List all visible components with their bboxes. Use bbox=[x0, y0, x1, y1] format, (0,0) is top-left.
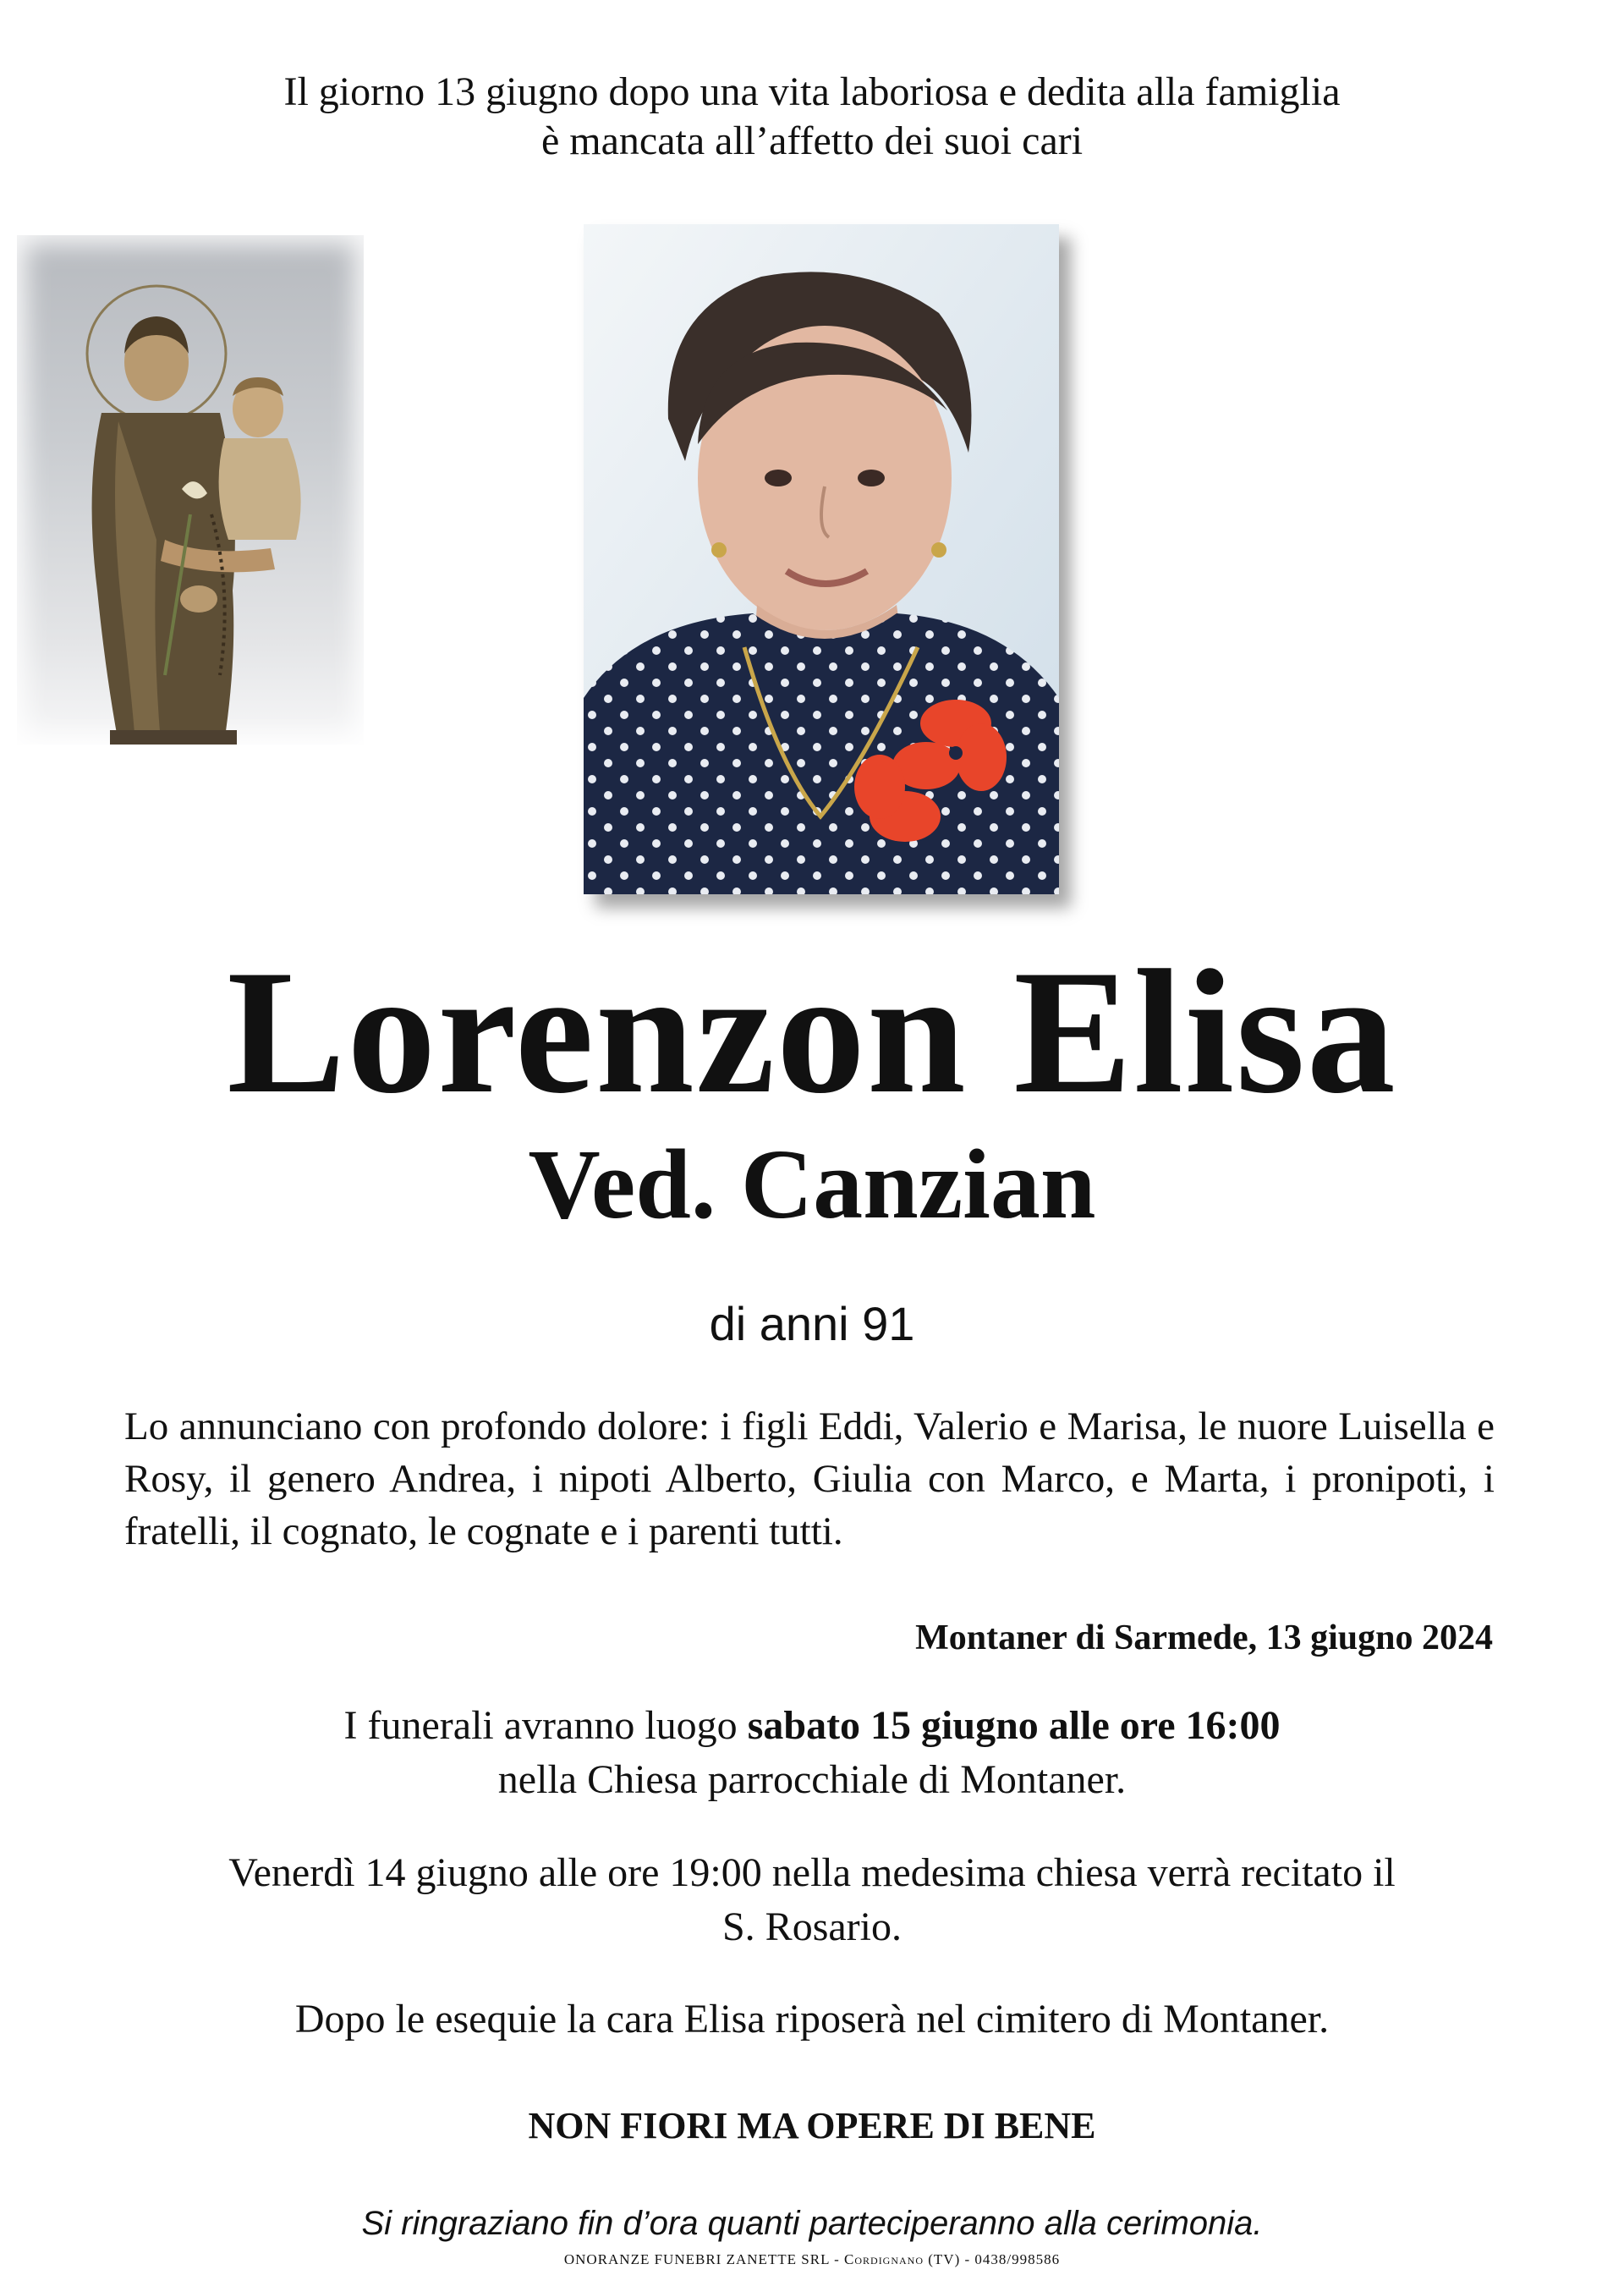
funeral-info bbox=[0, 1699, 1624, 1807]
funeral-line-1 bbox=[0, 1699, 1624, 1753]
burial-info: Dopo le esequie la cara Elisa riposerà nel cimitero di Montaner. bbox=[294, 1997, 1330, 2041]
no-flowers-notice: NON FIORI MA OPERE DI BENE bbox=[528, 2105, 1096, 2146]
intro-text bbox=[0, 68, 1624, 166]
intro-line-2: è mancata all’affetto dei suoi cari bbox=[540, 118, 1084, 163]
rosary-line-1: Venerdì 14 giugno alle ore 19:00 nella medesima chiesa verrà recitato il bbox=[228, 1850, 1396, 1895]
saint-statue-image bbox=[17, 235, 364, 745]
family-announcement: Lo annunciano con profondo dolore: i figli Eddi, Valerio e Marisa, le nuore Luisella e Rosy, il genero Andrea, i nipoti Alberto, Giulia con Marco, e Marta, i pronipoti, i fratelli, il cognato, le cognate e i parenti tutti. bbox=[124, 1404, 1495, 1553]
place-and-date: Montaner di Sarmede, 13 giugno 2024 bbox=[915, 1618, 1493, 1657]
rosary-info bbox=[102, 1846, 1522, 1954]
funeral-home-footer: ONORANZE FUNEBRI ZANETTE SRL - Cordignano (TV) - 0438/998586 bbox=[563, 2251, 1061, 2267]
intro-line-1: Il giorno 13 giugno dopo una vita laboriosa e dedita alla famiglia bbox=[283, 69, 1341, 114]
widow-of: Ved. Canzian bbox=[528, 1129, 1096, 1239]
funeral-datetime: sabato 15 giugno alle ore 16:00 bbox=[747, 1703, 1281, 1748]
rosary-line-2: S. Rosario. bbox=[721, 1904, 902, 1949]
funeral-prefix: I funerali avranno luogo bbox=[343, 1703, 748, 1748]
funeral-location: nella Chiesa parrocchiale di Montaner. bbox=[497, 1757, 1127, 1802]
deceased-age: di anni 91 bbox=[709, 1297, 915, 1350]
deceased-portrait bbox=[584, 224, 1059, 894]
deceased-name: Lorenzon Elisa bbox=[227, 934, 1397, 1130]
thanks-note: Si ringraziano fin d’ora quanti parteciperanno alla cerimonia. bbox=[361, 2205, 1263, 2242]
